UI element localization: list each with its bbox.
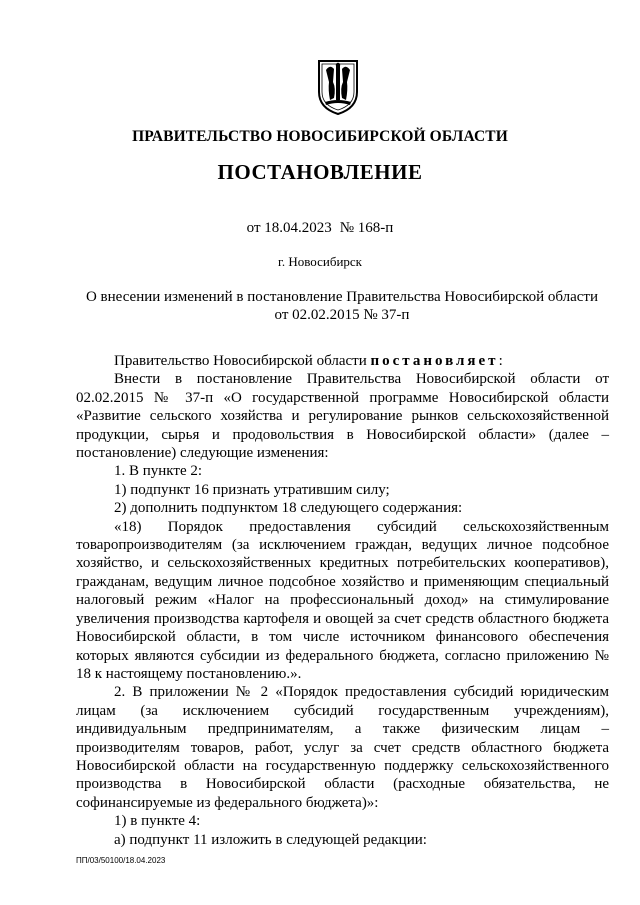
document-subject (76, 288, 608, 324)
registry-code: ПП/03/50100/18.04.2023 (76, 856, 166, 865)
body-paragraph: 2) дополнить подпунктом 18 следующего содержания: (114, 500, 463, 517)
document-number: № 168-п (339, 220, 394, 236)
body-paragraph: 2. В приложении № 2 «Порядок предоставления субсидий юридическим лицам (за исключением субсидий государственным учреждениям), индивидуальным предпринимателям, а также физическим лицам – производителям товаров, работ, услуг за счет средств областного бюджета Новосибирской области на государственную поддержку сельскохозяйственного производства в Новосибирской области (расходные обязательства, не софинансируемые из федерального бюджета)»: (76, 684, 609, 811)
coat-of-arms-icon (316, 58, 360, 116)
subject-line-2: от 02.02.2015 № 37-п (274, 307, 410, 323)
document-body (76, 352, 609, 849)
body-paragraph: 1) в пункте 4: (114, 813, 201, 830)
body-paragraph: Внести в постановление Правительства Новосибирской области от 02.02.2015 № 37-п «О государственной программе Новосибирской области «Развитие сельского хозяйства и регулирование рынков сельскохозяйственной продукции, сырья и продовольствия в Новосибирской области» (далее – постановление) следующие изменения: (76, 371, 609, 462)
intro-suffix: : (498, 353, 503, 369)
city-line: г. Новосибирск (277, 254, 362, 269)
document-date: от 18.04.2023 (246, 220, 332, 236)
body-paragraph: а) подпункт 11 изложить в следующей редакции: (114, 831, 427, 848)
document-type-title: ПОСТАНОВЛЕНИЕ (217, 160, 423, 184)
body-paragraph: 1) подпункт 16 признать утратившим силу; (114, 481, 390, 498)
intro-paragraph (76, 352, 609, 370)
date-number-line (0, 220, 640, 237)
organization-title: ПРАВИТЕЛЬСТВО НОВОСИБИРСКОЙ ОБЛАСТИ (132, 128, 508, 145)
body-paragraph: «18) Порядок предоставления субсидий сельскохозяйственным товаропроизводителям (за исключением граждан, ведущих личное подсобное хозяйство, и сельскохозяйственных кредитных потребительских кооперативов), гражданам, ведущим личное подсобное хозяйство и применяющим специальный налоговый режим «Налог на профессиональный доход» на стимулирование увеличения производства картофеля и овощей за счет средств областного бюджета Новосибирской области, в том числе источником финансового обеспечения которых являются субсидии из федерального бюджета, согласно приложению № 18 к настоящему постановлению.». (76, 518, 609, 682)
subject-line-1: О внесении изменений в постановление Правительства Новосибирской области (85, 289, 599, 305)
body-paragraph: 1. В пункте 2: (114, 463, 203, 480)
intro-prefix: Правительство Новосибирской области (114, 353, 371, 369)
intro-resolves: постановляет (370, 353, 499, 369)
